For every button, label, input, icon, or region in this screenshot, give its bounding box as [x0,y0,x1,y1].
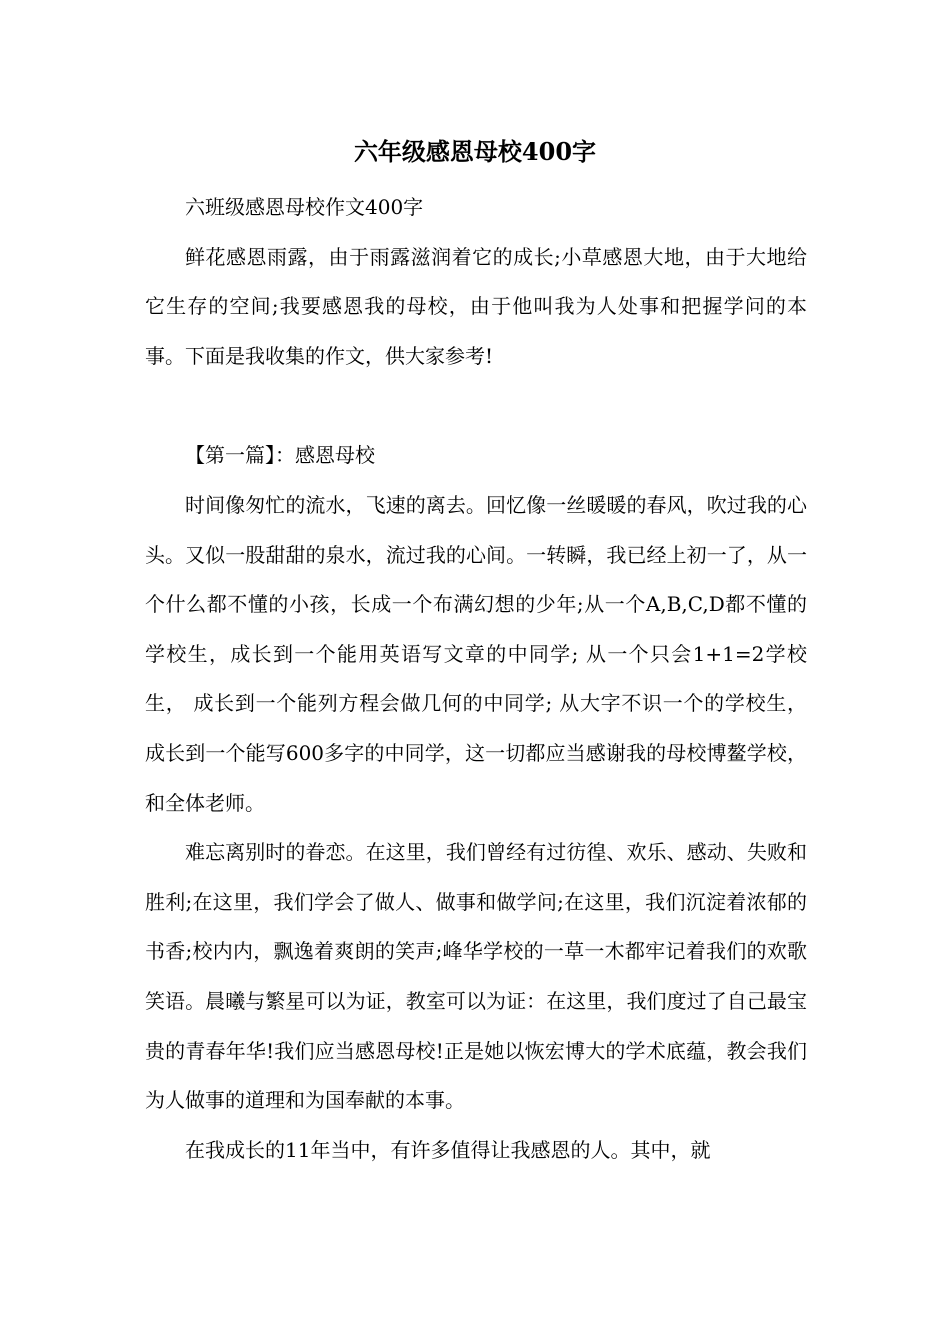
body-paragraph: 难忘离别时的眷恋。在这里，我们曾经有过彷徨、欢乐、感动、失败和胜利;在这里，我们学会了做人、做事和做学问;在这里，我们沉淀着浓郁的书香;校内内，飘逸着爽朗的笑声;峰华学校的一草一木都牢记着我们的欢歌笑语。晨曦与繁星可以为证，教室可以为证：在这里，我们度过了自己最宝贵的青春年华!我们应当感恩母校!正是她以恢宏博大的学术底蕴，教会我们为人做事的道理和为国奉献的本事。 [145,840,807,1113]
body-paragraph: 时间像匆忙的流水，飞速的离去。回忆像一丝暖暖的春风，吹过我的心头。又似一股甜甜的泉水，流过我的心间。一转瞬，我已经上初一了，从一个什么都不懂的小孩，长成一个布满幻想的少年;从一个A,B,C,D都不懂的学校生，成长到一个能用英语写文章的中同学; 从一个只会1+1=2学校生， 成长到一个能列方程会做几何的中同学; 从大字不识一个的学校生， 成长到一个能写600多字的中同学，这一切都应当感谢我的母校博鳌学校，和全体老师。 [145,492,807,815]
intro-paragraph: 鲜花感恩雨露，由于雨露滋润着它的成长;小草感恩大地，由于大地给它生存的空间;我要感恩我的母校，由于他叫我为人处事和把握学问的本事。下面是我收集的作文，供大家参考! [145,244,807,368]
body-paragraph: 在我成长的11年当中，有许多值得让我感恩的人。其中，就 [185,1137,711,1162]
document-body [145,183,807,1175]
document-title: 六年级感恩母校400字 [353,137,597,166]
subtitle-line: 六班级感恩母校作文400字 [185,195,424,219]
blank-line [145,381,807,431]
section-heading: 【第一篇】：感恩母校 [185,443,375,468]
